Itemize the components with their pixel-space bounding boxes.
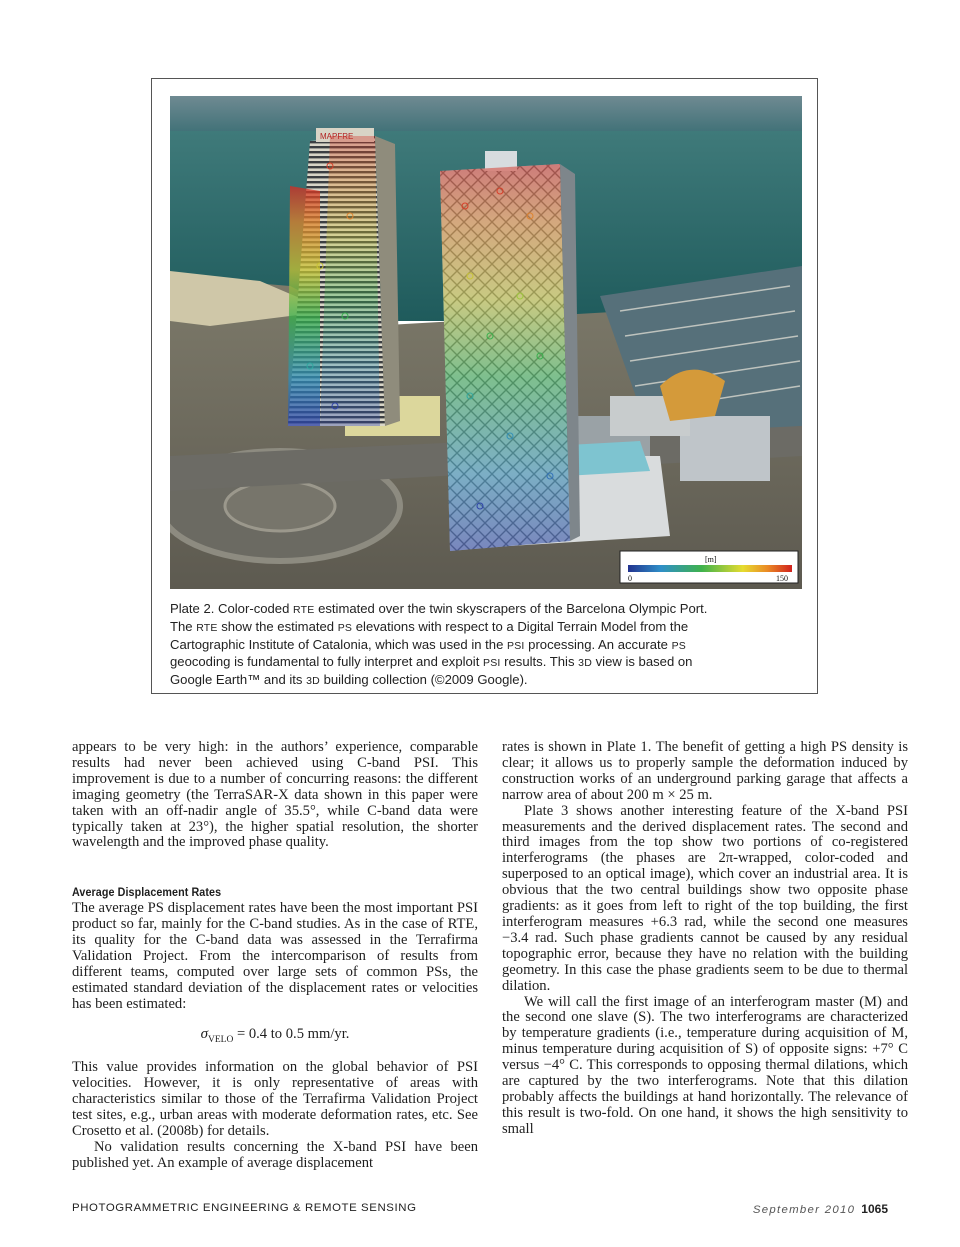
caption-text: The [170, 618, 197, 634]
equation-value: = 0.4 to 0.5 mm/yr. [233, 1025, 350, 1042]
caption-text: building collection (©2009 Google). [319, 672, 528, 688]
caption-text: Cartographic Institute of Catalonia, which was used in the [170, 636, 507, 652]
plate-figure [151, 78, 818, 694]
body-paragraph: We will call the first image of an interferogram master (M) and the second one slave (S). The two interferograms are characterized by temperature gradients (i.e., temperature during acquisition of M, minus temperature during acquisition of S) of opposite signs: +7° C versus −4° C. This corresponds to opposing thermal dilations, which are captured by the two interferograms. Note that this dilation probably affects the buildings at hand horizontally. The relevance of this result is two-fold. On one hand, it shows the high sensitivity to small [502, 993, 908, 1137]
scale-max-label: 150 [776, 574, 788, 583]
building-sign-text: MAPFRE [320, 132, 354, 141]
equation-subscript: VELO [208, 1034, 234, 1045]
page-number: 1065 [861, 1202, 888, 1216]
caption-text: Plate 2. Color-coded [170, 601, 294, 616]
caption-text: estimated over the twin skyscrapers of the Barcelona Olympic Port. [314, 601, 708, 616]
right-column [502, 740, 908, 1138]
caption-text: PSI [507, 639, 525, 652]
issue-date: September 2010 [752, 1204, 856, 1216]
left-column [72, 740, 478, 1172]
body-paragraph: rates is shown in Plate 1. The benefit of getting a high PS density is clear; it allows us to properly sample the deformation induced by construction works of an underground parking garage that affects a narrow area of about 200 m × 25 m. [502, 739, 908, 803]
body-paragraph: The average PS displacement rates have been the most important PSI product so far, mainly for the C-band studies. As in the case of RTE, its quality for the C-band data was assessed in the Terrafirma Validation Project. From the intercomparison of results from different teams, computed over large sets of common PSs, the estimated standard deviation of the displacement rates or velocities has been estimated: [72, 900, 478, 1012]
scale-unit-label: [m] [705, 555, 717, 564]
caption-text: PS [337, 621, 353, 634]
caption-text: 3D [578, 657, 592, 670]
body-paragraph: This value provides information on the global behavior of PSI velocities. However, it is only representative of areas with characteristics similar to those of the Terrafirma Validation Project test sites, e.g., urban areas with moderate deformation rates, etc. See Crosetto et al. (2008b) for details. [72, 1059, 478, 1140]
section-heading: Average Displacement Rates [72, 885, 222, 900]
caption-text: geocoding is fundamental to fully interpret and exploit [170, 654, 483, 670]
plate-caption [170, 601, 800, 690]
skyscraper-photo [170, 96, 802, 589]
caption-text: view is based on [591, 654, 693, 670]
body-paragraph: No validation results concerning the X-band PSI have been published yet. An example of average displacement [72, 1138, 478, 1171]
caption-text: results. This [500, 654, 579, 670]
body-paragraph: Plate 3 shows another interesting feature of the X-band PSI measurements and the derived displacement rates. The second and third images from the top show two portions of co-registered interferograms (the phases are 2π-wrapped, color-coded and superposed to an optical image), which cover an industrial area. It is obvious that the two central buildings show two opposite phase gradients: as it goes from left to right of the top building, the first interferogram measures +6.3 rad, while the second one measures −3.4 rad. Such phase gradients cannot be caused by any residual topographic error, because they have no relation with the building geometry. In this case the phase gradients seem to be due to thermal dilation. [502, 802, 908, 994]
caption-text: PS [671, 639, 686, 652]
caption-text: PSI [483, 657, 501, 670]
equation [72, 1027, 478, 1049]
equation-symbol: σ [200, 1025, 208, 1042]
caption-text: elevations with respect to a Digital Terrain Model from the [352, 618, 689, 634]
caption-text: processing. An accurate [524, 636, 672, 652]
caption-text: Google Earth™ and its [170, 672, 307, 688]
page-footer [753, 1202, 888, 1216]
scale-min-label: 0 [628, 574, 632, 583]
caption-text: 3D [306, 675, 320, 688]
caption-text: RTE [196, 621, 218, 634]
caption-text: show the estimated [217, 618, 338, 634]
journal-name: PHOTOGRAMMETRIC ENGINEERING & REMOTE SENSING [72, 1202, 417, 1214]
caption-text: RTE [293, 604, 315, 616]
body-paragraph: appears to be very high: in the authors’ experience, comparable results had never been achieved using C-band PSI. This improvement is due to a number of concurring reasons: the different imaging geometry (the TerraSAR-X data shown in this paper were taken with an off-nadir angle of 35.5°, while C-band data were typically taken at 23°), the higher spatial resolution, the shorter wavelength and the improved phase quality. [72, 739, 478, 851]
